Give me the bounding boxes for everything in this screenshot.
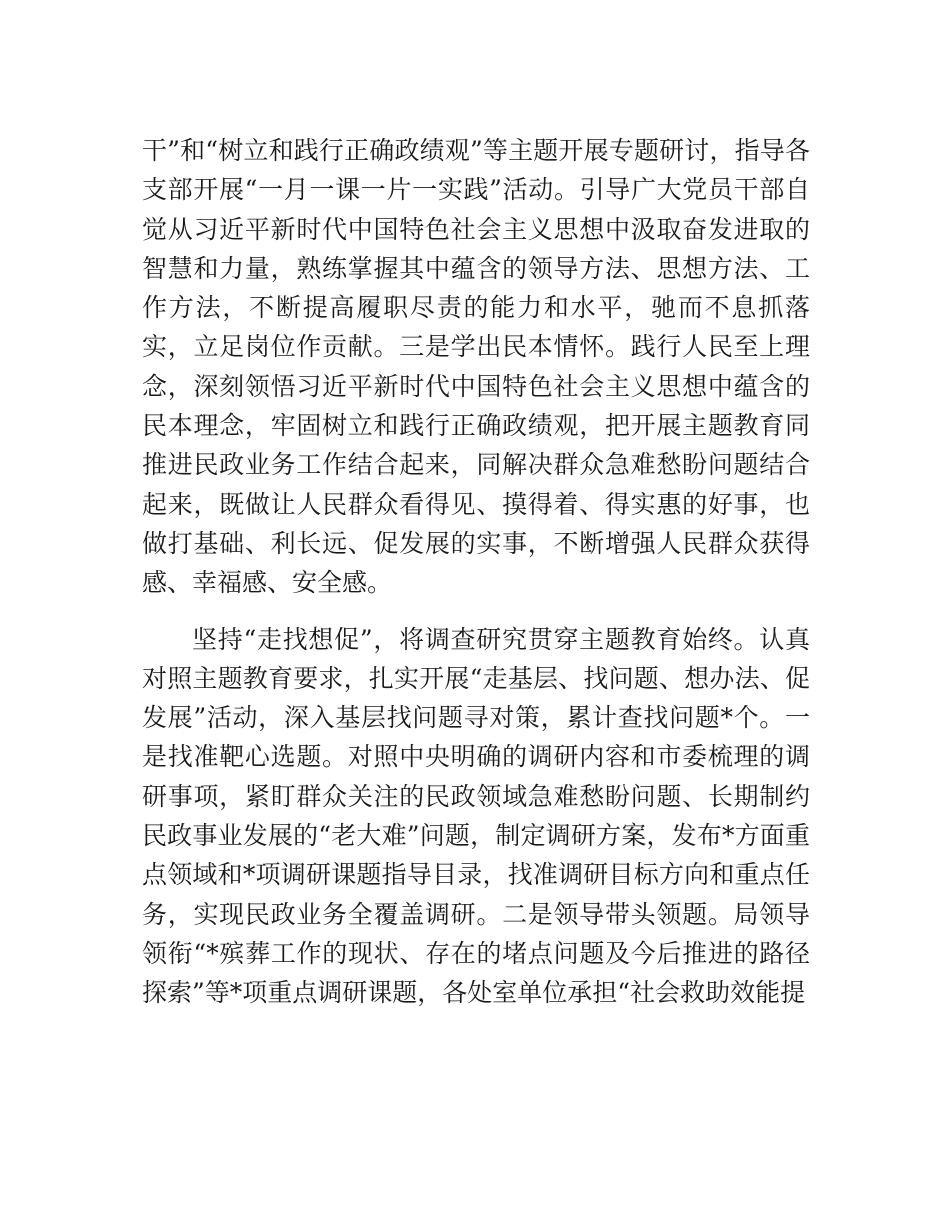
paragraph-1: 干”和“树立和践行正确政绩观”等主题开展专题研讨，指导各支部开展“一月一课一片一实践”活动。引导广大党员干部自觉从习近平新时代中国特色社会主义思想中汲取奋发进取的智慧和力量，熟练掌握其中蕴含的领导方法、思想方法、工作方法，不断提高履职尽责的能力和水平，驰而不息抓落实，立足岗位作贡献。三是学出民本情怀。践行人民至上理念，深刻领悟习近平新时代中国特色社会主义思想中蕴含的民本理念，牢固树立和践行正确政绩观，把开展主题教育同推进民政业务工作结合起来，同解决群众急难愁盼问题结合起来，既做让人民群众看得见、摸得着、得实惠的好事，也做打基础、利长远、促发展的实事，不断增强人民群众获得感、幸福感、安全感。 [142, 136, 810, 598]
document-body [142, 131, 810, 1013]
paragraph-2: 坚持“走找想促”，将调查研究贯穿主题教育始终。认真对照主题教育要求，扎实开展“走基层、找问题、想办法、促发展”活动，深入基层找问题寻对策，累计查找问题*个。一是找准靶心选题。对照中央明确的调研内容和市委梳理的调研事项，紧盯群众关注的民政领域急难愁盼问题、长期制约民政事业发展的“老大难”问题，制定调研方案，发布*方面重点领域和*项调研课题指导目录，找准调研目标方向和重点任务，实现民政业务全覆盖调研。二是领导带头领题。局领导领衔“*殡葬工作的现状、存在的堵点问题及今后推进的路径探索”等*项重点调研课题，各处室单位承担“社会救助效能提 [142, 624, 810, 1008]
